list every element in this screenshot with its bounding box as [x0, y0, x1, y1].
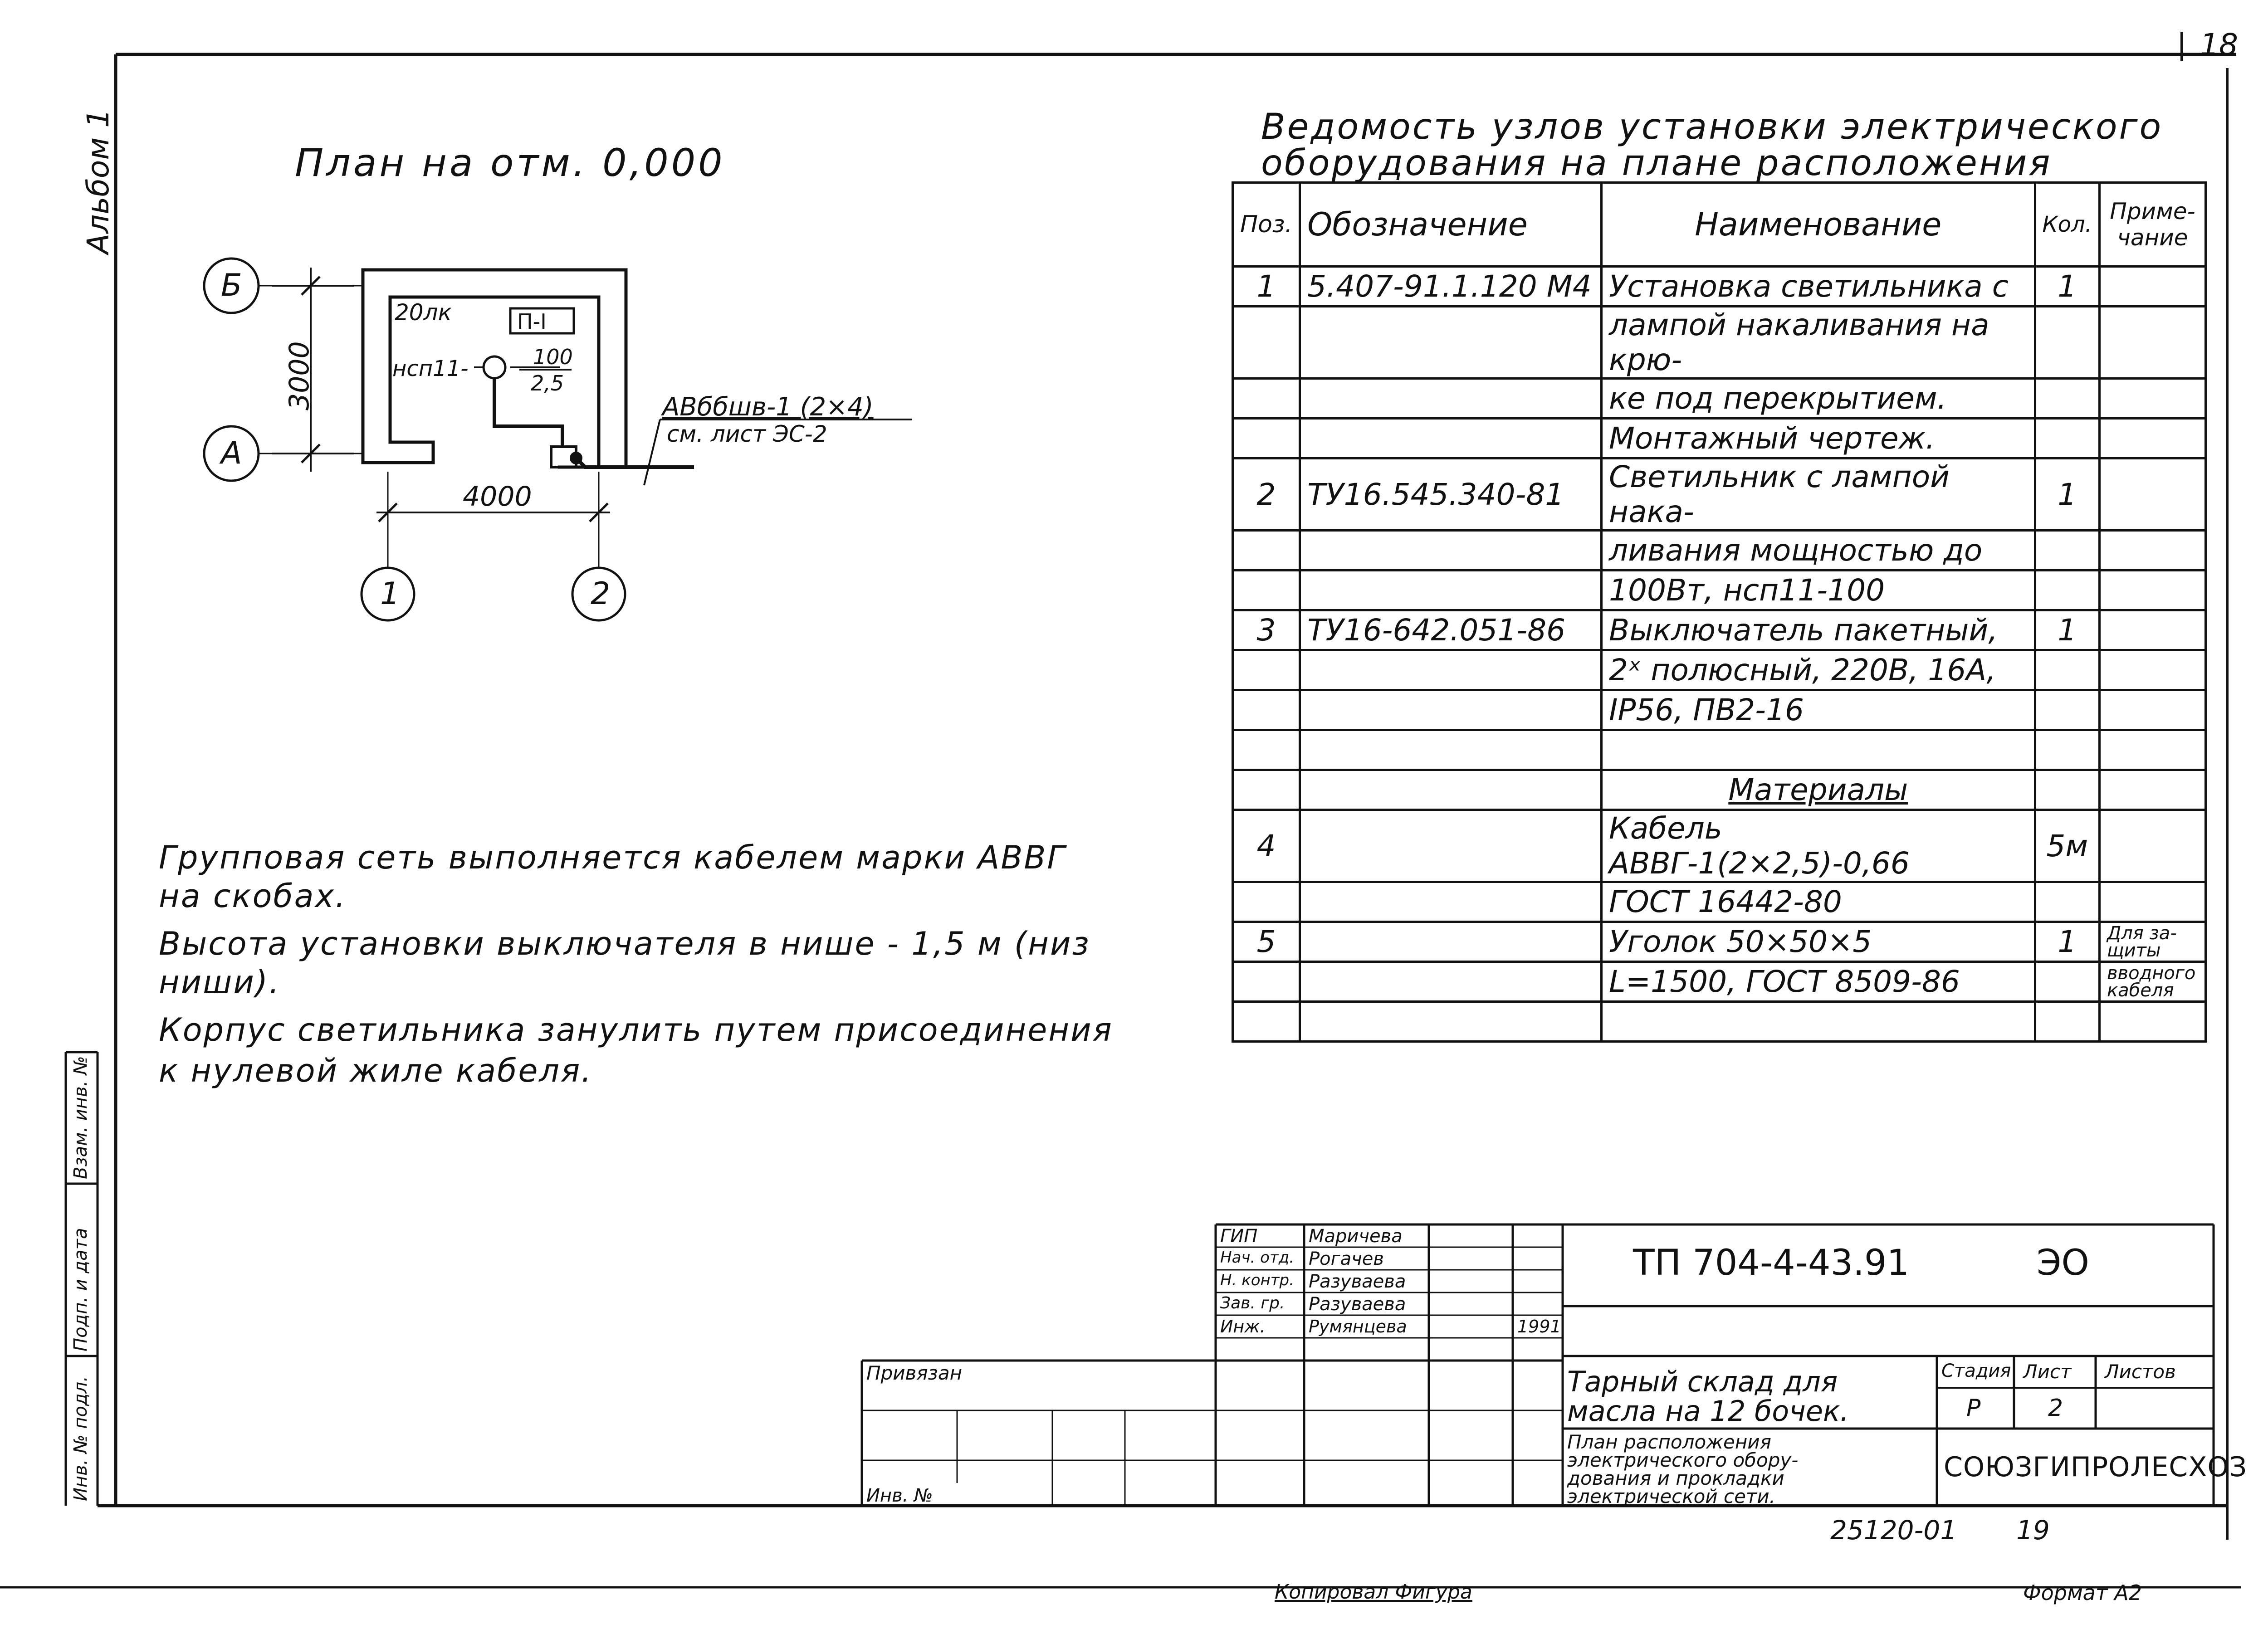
- paper-format: Формат А2: [2023, 1580, 2142, 1605]
- drawing-line-3: дования и прокладки: [1567, 1467, 1784, 1489]
- cell-name: ке под перекрытием.: [1602, 379, 2035, 419]
- col-note: Приме- чание: [2099, 183, 2205, 267]
- col-pos: Поз.: [1233, 183, 1300, 267]
- lamp-height: 2,5: [531, 371, 564, 395]
- cell-name: лампой накаливания на крю-: [1602, 307, 2035, 379]
- organization-name: СОЮЗГИПРОЛЕСХОЗ: [1944, 1451, 2248, 1483]
- inv-podl-label: Инв. № подл.: [70, 1376, 91, 1501]
- object-line-2: масла на 12 бочек.: [1567, 1395, 1849, 1428]
- cell-name: Монтажный чертеж.: [1602, 419, 2035, 458]
- cell-qty: 1: [2035, 458, 2099, 531]
- lamp-label: нсп11-: [392, 356, 469, 381]
- axis-2-label: 2: [591, 576, 611, 612]
- cable-ref: см. лист ЭС-2: [667, 421, 827, 447]
- signer-role: ГИП: [1220, 1226, 1258, 1247]
- podp-data-label: Подп. и дата: [70, 1228, 91, 1351]
- note-line: к нулевой жиле кабеля.: [159, 1052, 593, 1089]
- cell-name: ГОСТ 16442-80: [1602, 882, 2035, 922]
- cell-name: Выключатель пакетный,: [1602, 610, 2035, 650]
- cell-name: 100Вт, нсп11-100: [1602, 571, 2035, 610]
- cell-pos: 3: [1233, 610, 1300, 650]
- copied-by: Копировал Фигура: [1275, 1580, 1472, 1604]
- sheet-header: Лист: [2023, 1361, 2072, 1383]
- signer-name: Румянцева: [1309, 1317, 1407, 1336]
- cell-pos: 2: [1233, 458, 1300, 531]
- signer-name: Маричева: [1309, 1226, 1403, 1247]
- signer-name: Рогачев: [1309, 1249, 1384, 1269]
- cell-pos: 1: [1233, 267, 1300, 307]
- drawing-mark: ЭО: [2037, 1243, 2089, 1283]
- project-code: ТП 704-4-43.91: [1633, 1243, 1910, 1283]
- cell-note: вводного кабеля: [2099, 962, 2205, 1002]
- cable-label: АВббшв-1 (2×4): [662, 392, 874, 422]
- stage-value: Р: [1966, 1395, 1981, 1422]
- signer-name: Разуваева: [1309, 1271, 1406, 1292]
- cell-designation: ТУ16.545.340-81: [1300, 458, 1602, 531]
- cell-qty: 5м: [2035, 810, 2099, 882]
- cell-pos: 4: [1233, 810, 1300, 882]
- cell-name: Кабель АВВГ-1(2×2,5)-0,66: [1602, 810, 2035, 882]
- room-category: П-I: [517, 309, 547, 334]
- room-code: 20лк: [395, 299, 452, 326]
- note-line: ниши).: [159, 964, 281, 1001]
- note-line: на скобах.: [159, 878, 347, 915]
- drawing-line-1: План расположения: [1567, 1431, 1771, 1453]
- cell-name: L=1500, ГОСТ 8509-86: [1602, 962, 2035, 1002]
- signer-name: Разуваева: [1309, 1294, 1406, 1315]
- cell-qty: 1: [2035, 267, 2099, 307]
- col-designation: Обозначение: [1300, 183, 1602, 267]
- cell-designation: 5.407-91.1.120 М4: [1300, 267, 1602, 307]
- cell-qty: 1: [2035, 610, 2099, 650]
- axis-a-label: А: [221, 435, 242, 471]
- signer-role: Н. контр.: [1220, 1271, 1294, 1289]
- col-qty: Кол.: [2035, 183, 2099, 267]
- vedomost-title-2: оборудования на плане расположения: [1261, 143, 2052, 184]
- stage-header: Стадия: [1941, 1361, 2011, 1381]
- sheet-value: 2: [2048, 1395, 2063, 1422]
- col-name: Наименование: [1602, 183, 2035, 267]
- cell-name: Материалы: [1602, 770, 2035, 810]
- cell-name: IP56, ПВ2-16: [1602, 690, 2035, 730]
- cell-name: 2ˣ полюсный, 220В, 16А,: [1602, 650, 2035, 690]
- signer-role: Зав. гр.: [1220, 1294, 1285, 1312]
- cell-name: Уголок 50×50×5: [1602, 922, 2035, 962]
- object-line-1: Тарный склад для: [1567, 1365, 1838, 1398]
- cell-note: Для за- щиты: [2099, 922, 2205, 962]
- drawing-line-2: электрического обору-: [1567, 1449, 1799, 1471]
- cell-name: ливания мощностью до: [1602, 531, 2035, 571]
- axis-1-label: 1: [380, 576, 400, 612]
- cell-name: Установка светильника с: [1602, 267, 2035, 307]
- cell-name: Светильник с лампой нака-: [1602, 458, 2035, 531]
- plan-title: План на отм. 0,000: [295, 141, 725, 185]
- note-line: Высота установки выключателя в нише - 1,5 м (низ: [159, 925, 1090, 962]
- archive-sheet: 19: [2016, 1515, 2050, 1546]
- archive-number: 25120-01: [1830, 1515, 1957, 1546]
- axis-b-label: Б: [221, 268, 242, 303]
- dim-height: 3000: [284, 341, 315, 410]
- stamp-year: 1991: [1517, 1317, 1561, 1336]
- privyazan-label: Привязан: [866, 1362, 963, 1384]
- inv-no-label: Инв. №: [866, 1485, 933, 1506]
- cell-pos: 5: [1233, 922, 1300, 962]
- vedomost-title-1: Ведомость узлов установки электрического: [1261, 107, 2163, 147]
- cell-designation: ТУ16-642.051-86: [1300, 610, 1602, 650]
- signer-role: Инж.: [1220, 1317, 1266, 1336]
- album-label: Альбом 1: [81, 108, 116, 254]
- drawing-line-4: электрической сети.: [1567, 1485, 1776, 1507]
- sheets-header: Листов: [2105, 1361, 2176, 1383]
- vzam-inv-label: Взам. инв. №: [70, 1056, 91, 1179]
- lamp-power: 100: [533, 345, 573, 369]
- note-line: Корпус светильника занулить путем присоединения: [159, 1011, 1113, 1049]
- sheet-number: 18: [2200, 27, 2238, 62]
- cell-qty: 1: [2035, 922, 2099, 962]
- note-line: Групповая сеть выполняется кабелем марки АВВГ: [159, 839, 1066, 876]
- signer-role: Нач. отд.: [1220, 1249, 1295, 1267]
- dim-width: 4000: [463, 481, 532, 512]
